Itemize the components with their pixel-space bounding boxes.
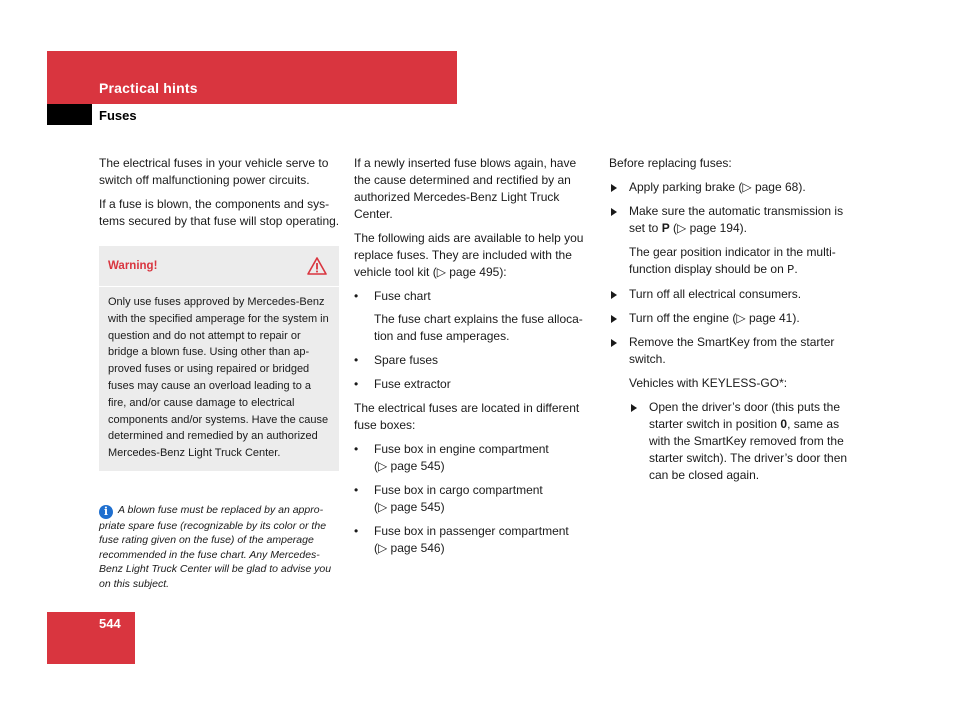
step-item: Turn off the engine (▷ page 41). [609,310,854,327]
list-item-label: Spare fuses [374,353,439,367]
page-reference: (▷ page 546) [374,541,445,555]
warning-text: Only use fuses approved by Mercedes-Benz with the specified amperage for the system in question and do not attempt to repair or bridge a blown fuse. Using other than approved fuses or using repaired or bridged fuses may cause an overload leading to a fire, and/or cause damage to electrical components and/or systems. Have the cause determined and remedied by an authorized Mercedes-Benz Light Truck Center. [108,296,329,460]
warning-label: Warning! [108,259,158,272]
page-number-tab [47,612,135,664]
steps-list [609,286,854,368]
step-text: Make sure the automatic transmission is set to [629,204,844,235]
step-item: Turn off all electrical consumers. [609,286,854,303]
header-band [47,51,457,104]
paragraph: The electrical fuses are located in different fuse boxes: [354,401,580,432]
section-title: Practical hints [99,80,198,96]
list-item [354,441,594,475]
paragraph: The electrical fuses in your vehicle serve to switch off malfunctioning power circuits. [99,156,329,187]
fuse-box-list [354,441,594,557]
switch-position: 0 [780,417,788,431]
list-item [354,288,594,345]
warning-triangle-icon [307,257,327,275]
page-reference: (▷ page 545) [374,500,445,514]
step-note: The gear position indicator in the multifunction display should be on P. [629,245,836,277]
column-middle [354,155,594,564]
aids-list [354,288,594,393]
info-icon: i [99,505,113,519]
page-number: 544 [99,616,121,631]
step-item: Open the driver’s door (this puts the starter switch in position 0, same as with the SmartKey removed from the starter switch). The driver’s door then can be closed again. [629,399,854,484]
page-reference: (▷ page 545) [374,459,445,473]
paragraph: The following aids are available to help you replace fuses. They are included with the vehicle tool kit (▷ page 495): [354,231,584,279]
column-right [609,155,854,484]
list-item-detail: The fuse chart explains the fuse allocation and fuse amperages. [374,312,583,343]
column-left [99,155,340,591]
paragraph: If a fuse is blown, the components and systems secured by that fuse will stop operating. [99,197,340,228]
step-item [609,203,854,237]
step-item: Apply parking brake (▷ page 68). [609,179,854,196]
paragraph: If a newly inserted fuse blows again, have the cause determined and rectified by an authorized Mercedes-Benz Light Truck Center. [354,156,577,221]
list-item-label: • Fuse box in engine compartment [374,442,549,456]
list-item-label: • Fuse box in passenger compartment [374,524,569,538]
keyless-steps [609,399,854,484]
step-text: (▷ page 194). [669,221,747,235]
warning-box [99,246,339,471]
info-note [99,503,340,592]
list-item-label: • Fuse box in cargo compartment [374,483,543,497]
paragraph: Before replacing fuses: [609,156,732,170]
list-item-label: Fuse chart [374,289,431,303]
subsection-title: Fuses [99,108,137,123]
step-item: Remove the SmartKey from the starter switch. [609,334,854,368]
warning-header [99,246,339,287]
keyless-heading: Vehicles with KEYLESS-GO*: [629,376,788,390]
subsection-marker [47,104,92,125]
display-symbol: P [787,263,795,277]
info-text: A blown fuse must be replaced by an appropriate spare fuse (recognizable by its color or the fuse rating given on the fuse) of the amperage recommended in the fuse chart. Any Mercedes-Benz Light Truck Center will be glad to advise you on this subject. [99,503,332,590]
steps-list [609,179,854,237]
list-item [354,482,594,516]
list-item [354,376,594,393]
gear-position: P [661,221,670,235]
list-item-label: Fuse extractor [374,377,451,391]
list-item [354,523,594,557]
list-item [354,352,594,369]
